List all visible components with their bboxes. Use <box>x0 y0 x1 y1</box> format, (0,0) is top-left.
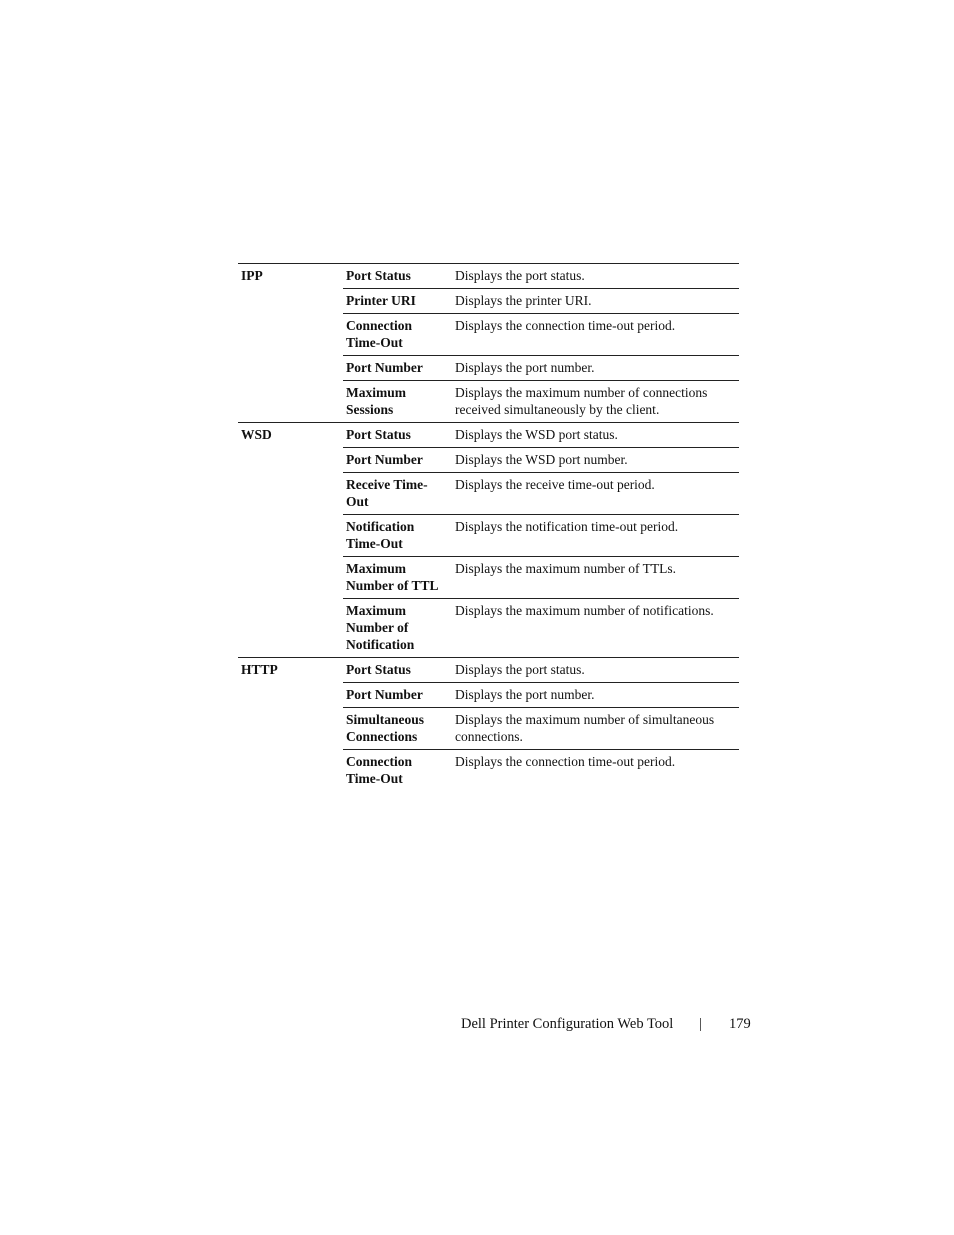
settings-table <box>238 263 739 787</box>
item-label: Receive Time-Out <box>343 473 452 515</box>
item-label: Connection Time-Out <box>343 314 452 356</box>
item-label: Notification Time-Out <box>343 515 452 557</box>
item-description: Displays the maximum number of notifications. <box>452 599 739 658</box>
table-row <box>238 658 739 683</box>
item-description: Displays the port number. <box>452 683 739 708</box>
item-description: Displays the port status. <box>452 658 739 683</box>
table-row <box>238 423 739 448</box>
item-label: Maximum Sessions <box>343 381 452 423</box>
section-label-wsd: WSD <box>238 423 343 658</box>
item-description: Displays the WSD port number. <box>452 448 739 473</box>
item-description: Displays the maximum number of TTLs. <box>452 557 739 599</box>
item-description: Displays the port number. <box>452 356 739 381</box>
item-label: Port Number <box>343 448 452 473</box>
item-description: Displays the maximum number of simultaneous connections. <box>452 708 739 750</box>
item-label: Port Number <box>343 683 452 708</box>
item-label: Port Status <box>343 423 452 448</box>
item-label: Port Number <box>343 356 452 381</box>
page-number: 179 <box>729 1016 751 1032</box>
section-label-http: HTTP <box>238 658 343 788</box>
item-label: Maximum Number of TTL <box>343 557 452 599</box>
table-row <box>238 264 739 289</box>
item-label: Connection Time-Out <box>343 750 452 788</box>
item-label: Port Status <box>343 658 452 683</box>
item-label: Port Status <box>343 264 452 289</box>
item-description: Displays the maximum number of connections received simultaneously by the client. <box>452 381 739 423</box>
item-description: Displays the notification time-out period. <box>452 515 739 557</box>
footer-separator: | <box>699 1016 702 1032</box>
item-label: Maximum Number of Notification <box>343 599 452 658</box>
item-description: Displays the WSD port status. <box>452 423 739 448</box>
item-description: Displays the port status. <box>452 264 739 289</box>
footer-title: Dell Printer Configuration Web Tool <box>461 1016 674 1032</box>
item-description: Displays the connection time-out period. <box>452 314 739 356</box>
item-description: Displays the connection time-out period. <box>452 750 739 788</box>
item-description: Displays the printer URI. <box>452 289 739 314</box>
item-label: Printer URI <box>343 289 452 314</box>
item-description: Displays the receive time-out period. <box>452 473 739 515</box>
section-label-ipp: IPP <box>238 264 343 423</box>
item-label: Simultaneous Connections <box>343 708 452 750</box>
